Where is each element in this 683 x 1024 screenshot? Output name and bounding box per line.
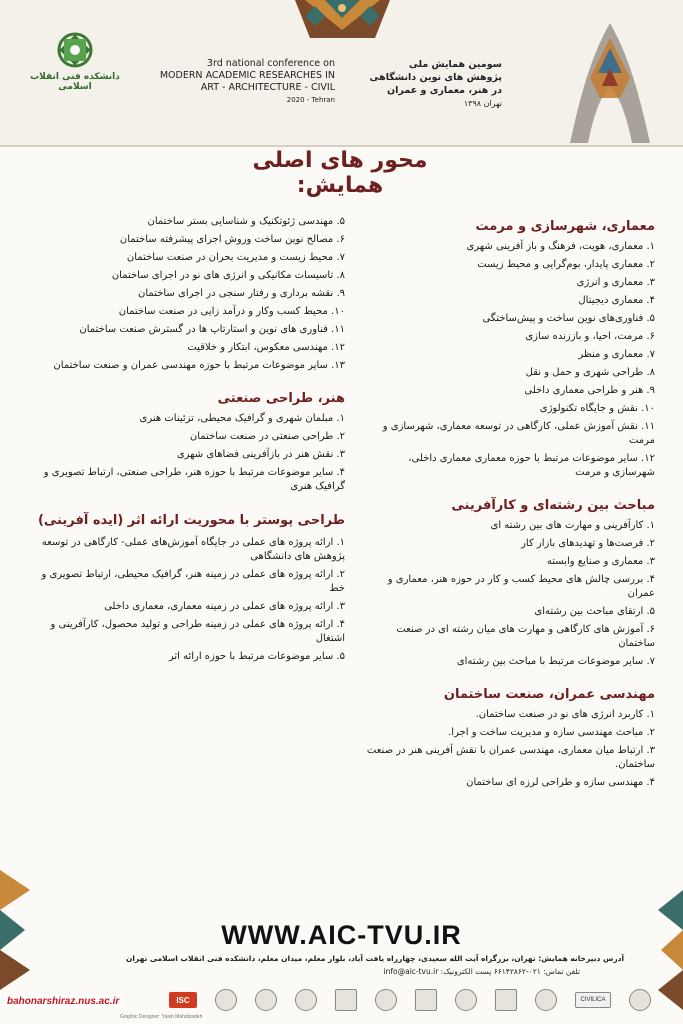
- list-item: ۲. فرصت‌ها و تهدیدهای بازار کار: [521, 538, 655, 549]
- list-item: ۱۱. فناوری های نوین و استارتاپ ها در گسترش صنعت ساختمان: [79, 324, 345, 335]
- sponsor-logo-icon: [535, 989, 557, 1011]
- topic-list: [365, 519, 655, 669]
- website-link[interactable]: WWW.AIC-TVU.IR: [221, 920, 462, 950]
- source-watermark: bahonarshiraz.nus.ac.ir: [4, 995, 122, 1008]
- section-art-industrial-design: [25, 391, 345, 494]
- section-title: مباحث بین رشته‌ای و کارآفرینی: [451, 498, 655, 513]
- list-item: ۱۰. محیط کسب وکار و درآمد زایی در صنعت ساختمان: [118, 306, 345, 317]
- university-name: دانشکده فنی انقلاب اسلامی: [30, 72, 120, 92]
- persian-title-line: سومین همایش ملی: [408, 59, 502, 70]
- topic-list: [365, 708, 655, 790]
- designer-credit: Graphic Designer: Yasin Mahdizadeh: [120, 1014, 203, 1020]
- list-item: ۱۳. سایر موضوعات مرتبط با حوزه مهندسی عمران و صنعت ساختمان: [53, 360, 345, 371]
- section-title: مهندسی عمران، صنعت ساختمان: [443, 687, 655, 702]
- sponsor-logo-icon: [455, 989, 477, 1011]
- sponsor-logo-icon: [255, 989, 277, 1011]
- section-title: طراحی پوستر با محوریت ارائه اثر (ایده آفرینی): [37, 513, 345, 528]
- list-item: ۹. هنر و طراحی معماری داخلی: [524, 385, 655, 396]
- list-item: ۴. بررسی چالش های محیط کسب و کار در حوزه هنر، معماری و عمران: [387, 574, 655, 599]
- list-item: ۳. ارتباط میان معماری، مهندسی عمران با نقش آفرینی هنر در صنعت ساختمان.: [366, 745, 655, 770]
- english-title-line: 3rd national conference on: [206, 58, 335, 69]
- contact-text: تلفن تماس: ۰۲۱-۶۶۱۴۲۸۶۲ پست الکترونیک: info@aic-tvu.ir: [383, 967, 580, 976]
- sponsor-logos: [160, 985, 660, 1015]
- list-item: ۸. طراحی شهری و حمل و نقل: [525, 367, 655, 378]
- section-title: معماری، شهرسازی و مرمت: [475, 219, 655, 234]
- section-poster-design: [25, 512, 345, 664]
- list-item: ۴. ارائه پروژه های عملی در زمینه طراحی و تولید محصول، کارآفرینی و اشتغال: [50, 619, 345, 644]
- list-item: ۲. طراحی صنعتی در صنعت ساختمان: [189, 431, 345, 442]
- topic-list: [365, 240, 655, 480]
- civilica-logo: CIVILICA: [575, 992, 611, 1008]
- list-item: ۴. مهندسی سازه و طراحی لرزه ای ساختمان: [466, 777, 655, 788]
- list-item: ۱. کارآفرینی و مهارت های بین رشته ای: [490, 520, 655, 531]
- list-item: ۵. مهندسی ژئوتکنیک و شناسایی بستر ساختمان: [147, 216, 345, 227]
- english-title-line: ART - ARCHITECTURE - CIVIL: [200, 82, 335, 93]
- list-item: ۵. فناوری‌های نوین ساخت و پیش‌ساختگی: [482, 313, 655, 324]
- list-item: ۶. مرمت، احیا، و باززنده سازی: [525, 331, 655, 342]
- topic-list: [25, 215, 345, 373]
- isc-logo: ISC: [169, 992, 197, 1008]
- top-ornament-icon: [295, 0, 390, 38]
- list-item: ۱۰. نقش و جایگاه تکنولوژی: [539, 403, 655, 414]
- section-architecture: [365, 219, 655, 480]
- english-title-line: MODERN ACADEMIC RESEARCHES IN: [159, 70, 335, 81]
- list-item: ۱۲. مهندسی معکوس، ابتکار و خلاقیت: [187, 342, 345, 353]
- list-item: ۷. معماری و منظر: [578, 349, 655, 360]
- list-item: ۳. ارائه پروژه های عملی در زمینه معماری، معماری داخلی: [104, 601, 345, 612]
- section-title: هنر، طراحی صنعتی: [217, 391, 345, 406]
- list-item: ۵. سایر موضوعات مرتبط با حوزه ارائه اثر: [168, 651, 345, 662]
- section-civil: [365, 687, 655, 790]
- persian-title: [352, 58, 502, 110]
- sponsor-logo-icon: [415, 989, 437, 1011]
- list-item: ۲. معماری پایدار، بوم‌گرایی و محیط زیست: [477, 259, 655, 270]
- list-item: ۳. معماری و صنایع وابسته: [546, 556, 655, 567]
- list-item: ۷. سایر موضوعات مرتبط با مباحث بین رشته‌ای: [456, 656, 655, 667]
- list-item: ۴. معماری دیجیتال: [578, 295, 655, 306]
- topic-list: [25, 536, 345, 664]
- list-item: ۹. نقشه برداری و رفتار سنجی در اجرای ساختمان: [138, 288, 345, 299]
- sponsor-logo-icon: [295, 989, 317, 1011]
- azadi-tower-icon: [550, 18, 670, 143]
- english-year: 2020 - Tehran: [286, 96, 335, 104]
- list-item: ۳. معماری و انرژی: [576, 277, 655, 288]
- list-item: ۱. ارائه پروژه های عملی در جایگاه آموزش‌های عملی- کارگاهی در توسعه پژوهش های دانشگاهی: [41, 537, 345, 562]
- persian-title-line: پژوهش های نوین دانشگاهی: [369, 72, 502, 83]
- sponsor-logo-icon: [629, 989, 651, 1011]
- address-text: آدرس دبیرخانه همایش: تهران، بزرگراه آیت الله سعیدی، چهارراه یافت آباد، بلوار معلم، میدان معلم، دانشکده فنی انقلاب اسلامی تهران: [125, 954, 625, 963]
- list-item: ۴. سایر موضوعات مرتبط با حوزه هنر، طراحی صنعتی، ارتباط تصویری و گرافیک هنری: [43, 467, 345, 492]
- list-item: ۲. ارائه پروژه های عملی در زمینه هنر، گرافیک محیطی، ارتباط تصویری و خط: [41, 569, 345, 594]
- sponsor-logo-icon: [375, 989, 397, 1011]
- list-item: ۶. آموزش های کارگاهی و مهارت های میان رشته ای در صنعت ساختمان: [396, 624, 655, 649]
- sponsor-logo-icon: [335, 989, 357, 1011]
- list-item: ۶. مصالح نوین ساخت وروش اجرای پیشرفته ساختمان: [119, 234, 345, 245]
- list-item: ۱۱. نقش آموزش عملی، کارگاهی در توسعه معماری، شهرسازی و مرمت: [382, 421, 655, 446]
- left-column: [25, 215, 345, 668]
- list-item: ۲. مباحث مهندسی سازه و مدیریت ساخت و اجرا.: [448, 727, 655, 738]
- list-item: ۳. نقش هنر در بازآفرینی فضاهای شهری: [176, 449, 345, 460]
- topic-list: [25, 412, 345, 494]
- header: [0, 0, 683, 147]
- main-title: محور های اصلی همایش:: [252, 148, 428, 198]
- list-item: ۱. کاربرد انرژی های نو در صنعت ساختمان.: [475, 709, 655, 720]
- english-title: [145, 58, 335, 106]
- persian-year: تهران ۱۳۹۸: [463, 99, 502, 108]
- right-column: [365, 215, 655, 794]
- list-item: ۵. ارتقای مباحث بین رشته‌ای: [534, 606, 655, 617]
- section-civil-continued: [25, 215, 345, 373]
- sponsor-logo-icon: [215, 989, 237, 1011]
- sponsor-logo-icon: [495, 989, 517, 1011]
- list-item: ۷. محیط زیست و مدیریت بحران در صنعت ساختمان: [126, 252, 345, 263]
- list-item: ۱۲. سایر موضوعات مرتبط با حوزه معماری معماری داخلی، شهرسازی و مرمت: [408, 453, 655, 478]
- list-item: ۱. معماری، هویت، فرهنگ و باز آفرینی شهری: [466, 241, 655, 252]
- list-item: ۸. تاسیسات مکانیکی و انرژی های نو در اجرای ساختمان: [111, 270, 345, 281]
- section-interdisciplinary: [365, 498, 655, 669]
- list-item: ۱. مبلمان شهری و گرافیک محیطی، تزئینات هنری: [139, 413, 345, 424]
- persian-title-line: در هنر، معماری و عمران: [387, 85, 502, 96]
